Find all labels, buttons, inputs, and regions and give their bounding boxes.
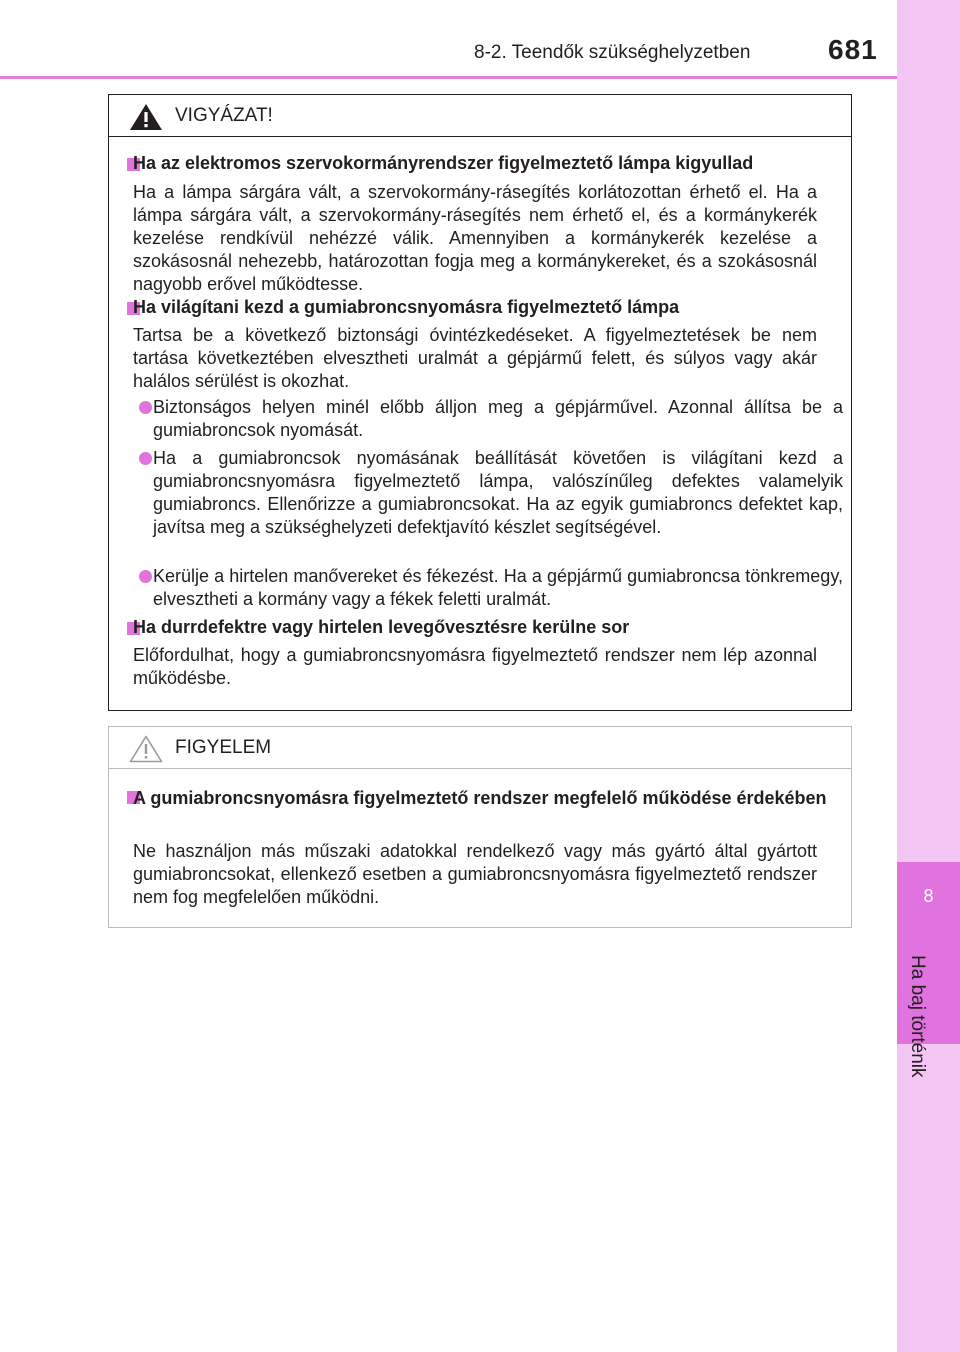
warning-box [108,94,852,711]
notice-title: FIGYELEM [175,737,272,758]
chapter-side-tab [897,0,960,1352]
bullet-dot-icon [139,452,152,465]
warning-heading-3: Ha durrdefektre vagy hirtelen levegővesztésre kerülne sor [133,617,630,637]
warning-text-1: Ha a lámpa sárgára vált, a szervokormány-rásegítés korlátozottan érhető el. Ha a lámpa sárgára vált, a szervokormány-rásegítés nem érhető el, és a kormánykerék kezelése rendkívül nehézzé válik. Amennyiben a kormánykerék kezelése a szokásosnál nehezebb, határozottan fogja meg a kormánykereket, és a szokásosnál nagyobb erővel működtesse. [133,182,817,294]
chapter-title: Ha baj történik [907,955,928,1078]
warning-heading-1: Ha az elektromos szervokormányrendszer figyelmeztető lámpa kigyullad [133,153,754,173]
warning-bullet-2: Ha a gumiabroncsok nyomásának beállítását követően is világítani kezd a gumiabroncsnyomásra figyelmeztető lámpa, valószínűleg defektes valamelyik gumiabroncs. Ellenőrizze a gumiabroncsokat. Ha az egyik gumiabroncs defektet kap, javítsa meg a szükséghelyzeti defektjavító készlet segítségével. [153,448,843,537]
notice-box-header [109,727,851,769]
notice-heading: A gumiabroncsnyomásra figyelmeztető rendszer megfelelő működése érdekében [133,788,827,808]
warning-bullet-3: Kerülje a hirtelen manővereket és fékezést. Ha a gépjármű gumiabroncsa tönkremegy, elvesztheti a kormány vagy a fékek feletti uralmát. [153,566,843,609]
bullet-dot-icon [139,570,152,583]
bullet-dot-icon [139,401,152,414]
page-number: 681 [828,34,878,65]
warning-text-2: Tartsa be a következő biztonsági óvintézkedéseket. A figyelmeztetések be nem tartása következtében elvesztheti uralmát a gépjármű felett, és súlyos vagy akár halálos sérülést is okozhat. [133,325,817,391]
warning-title: VIGYÁZAT! [175,105,273,126]
warning-triangle-icon [129,103,163,131]
warning-bullet-1: Biztonságos helyen minél előbb álljon meg a gépjárművel. Azonnal állítsa be a gumiabroncsok nyomását. [153,397,843,440]
warning-box-header [109,95,851,137]
warning-heading-2: Ha világítani kezd a gumiabroncsnyomásra figyelmeztető lámpa [133,297,680,317]
notice-text: Ne használjon más műszaki adatokkal rendelkező vagy más gyártó által gyártott gumiabroncsokat, ellenkező esetben a gumiabroncsnyomásra figyelmeztető rendszer nem fog megfelelően működni. [133,841,817,907]
notice-box [108,726,852,928]
section-title: 8-2. Teendők szükséghelyzetben [474,42,751,63]
caution-triangle-icon [129,735,163,763]
warning-text-3: Előfordulhat, hogy a gumiabroncsnyomásra figyelmeztető rendszer nem lép azonnal működésbe. [133,645,817,688]
chapter-number: 8 [923,886,934,906]
header-divider [0,76,897,79]
